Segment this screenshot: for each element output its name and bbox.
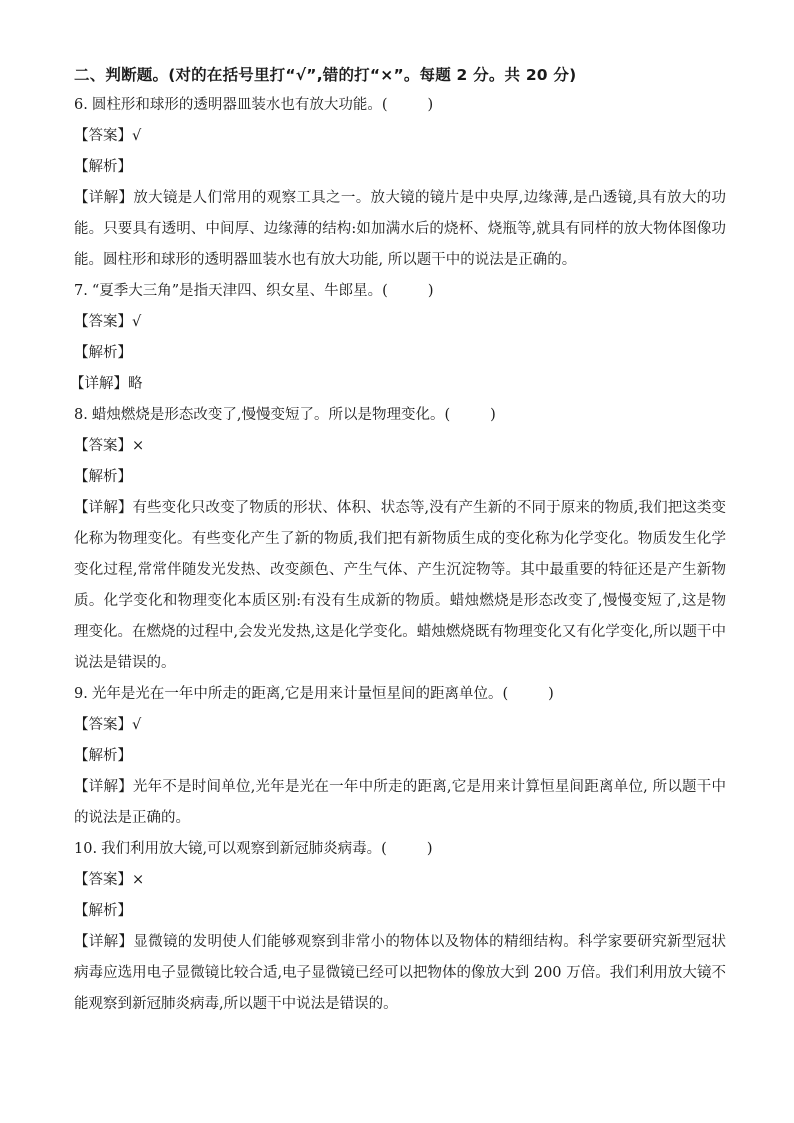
analysis-line <box>74 152 726 183</box>
detail-paragraph <box>74 493 726 679</box>
question-text: 光年是光在一年中所走的距离,它是用来计量恒星间的距离单位。 <box>91 686 503 702</box>
answer-line <box>74 431 726 462</box>
answer-paren-close: ) <box>548 686 554 702</box>
answer-paren-close: ) <box>427 283 434 299</box>
answer-paren-close: ) <box>426 841 433 857</box>
question-number: 9. <box>74 686 88 702</box>
detail-text: 略 <box>128 376 143 392</box>
detail-label: 【详解】 <box>70 376 128 392</box>
question-text: 圆柱形和球形的透明器皿装水也有放大功能。 <box>91 97 382 113</box>
detail-text: 显微镜的发明使人们能够观察到非常小的物体以及物体的精细结构。科学家要研究新型冠状病毒应选用电子显微镜比较合适,电子显微镜已经可以把物体的像放大到 200 万倍。我们利用放大镜不能观察到新冠肺炎病毒,所以题干中说法是错误的。 <box>74 934 727 1012</box>
question-stem <box>74 400 726 431</box>
question-7 <box>70 276 726 400</box>
question-9 <box>74 679 726 834</box>
analysis-label: 【解析】 <box>74 748 132 764</box>
answer-label: 【答案】 <box>74 128 132 144</box>
answer-paren-close: ) <box>427 97 434 113</box>
detail-text: 光年不是时间单位,光年是光在一年中所走的距离,它是用来计算恒星间距离单位, 所以题干中的说法是正确的。 <box>74 779 727 826</box>
detail-text: 放大镜是人们常用的观察工具之一。放大镜的镜片是中央厚,边缘薄,是凸透镜,具有放大的功能。只要具有透明、中间厚、边缘薄的结构:如加满水后的烧杯、烧瓶等,就具有同样的放大物体图像功能。圆柱形和球形的透明器皿装水也有放大功能, 所以题干中的说法是正确的。 <box>74 190 727 268</box>
detail-label: 【详解】 <box>74 500 133 516</box>
question-10 <box>74 834 726 1020</box>
analysis-line <box>74 741 726 772</box>
question-number: 6. <box>74 97 88 113</box>
answer-mark: √ <box>132 314 142 330</box>
analysis-label: 【解析】 <box>74 159 132 175</box>
answer-line <box>74 307 726 338</box>
detail-paragraph <box>74 772 726 834</box>
detail-text: 有些变化只改变了物质的形状、体积、状态等,没有产生新的不同于原来的物质,我们把这类变化称为物理变化。有些变化产生了新的物质,我们把有新物质生成的变化称为化学变化。物质发生化学变化过程,常常伴随发光发热、改变颜色、产生气体、产生沉淀物等。其中最重要的特征还是产生新物质。化学变化和物理变化本质区别:有没有生成新的物质。蜡烛燃烧是形态改变了,慢慢变短了,这是物理变化。在燃烧的过程中,会发光发热,这是化学变化。蜡烛燃烧既有物理变化又有化学变化,所以题干中说法是错误的。 <box>74 500 727 671</box>
answer-label: 【答案】 <box>74 314 132 330</box>
answer-line <box>74 865 726 896</box>
question-8 <box>74 400 726 679</box>
question-stem <box>74 834 726 865</box>
analysis-label: 【解析】 <box>74 345 132 361</box>
detail-label: 【详解】 <box>74 934 134 950</box>
answer-mark: √ <box>132 128 142 144</box>
section-title: 二、判断题。(对的在括号里打“√”,错的打“×”。每题 2 分。共 20 分) <box>74 66 577 84</box>
answer-mark: × <box>132 438 145 454</box>
answer-line <box>74 710 726 741</box>
question-number: 10. <box>74 841 98 857</box>
answer-mark: × <box>132 872 145 888</box>
question-stem <box>74 276 726 307</box>
answer-paren-open: ( <box>502 686 509 702</box>
detail-paragraph <box>70 369 726 400</box>
question-stem <box>74 679 726 710</box>
analysis-label: 【解析】 <box>74 903 132 919</box>
answer-paren-open: ( <box>382 283 388 299</box>
answer-paren-close: ) <box>490 407 496 423</box>
answer-line <box>74 121 726 152</box>
analysis-line <box>74 462 726 493</box>
analysis-line <box>74 896 726 927</box>
question-text: “夏季大三角”是指天津四、织女星、牛郎星。 <box>91 283 383 299</box>
answer-mark: √ <box>132 717 142 733</box>
analysis-label: 【解析】 <box>74 469 132 485</box>
exam-page <box>70 60 727 1020</box>
question-stem <box>74 90 726 121</box>
answer-label: 【答案】 <box>74 438 132 454</box>
answer-label: 【答案】 <box>74 717 132 733</box>
detail-label: 【详解】 <box>74 190 134 206</box>
answer-paren-open: ( <box>444 407 451 423</box>
question-text: 蜡烛燃烧是形态改变了,慢慢变短了。所以是物理变化。 <box>91 407 445 423</box>
question-text: 我们利用放大镜,可以观察到新冠肺炎病毒。 <box>101 841 382 857</box>
question-number: 7. <box>74 283 88 299</box>
answer-paren-open: ( <box>381 97 388 113</box>
answer-paren-open: ( <box>381 841 387 857</box>
detail-label: 【详解】 <box>74 779 133 795</box>
question-6 <box>74 90 726 276</box>
analysis-line <box>74 338 726 369</box>
detail-paragraph <box>74 183 726 276</box>
detail-paragraph <box>74 927 726 1020</box>
question-number: 8. <box>74 407 88 423</box>
answer-label: 【答案】 <box>74 872 132 888</box>
